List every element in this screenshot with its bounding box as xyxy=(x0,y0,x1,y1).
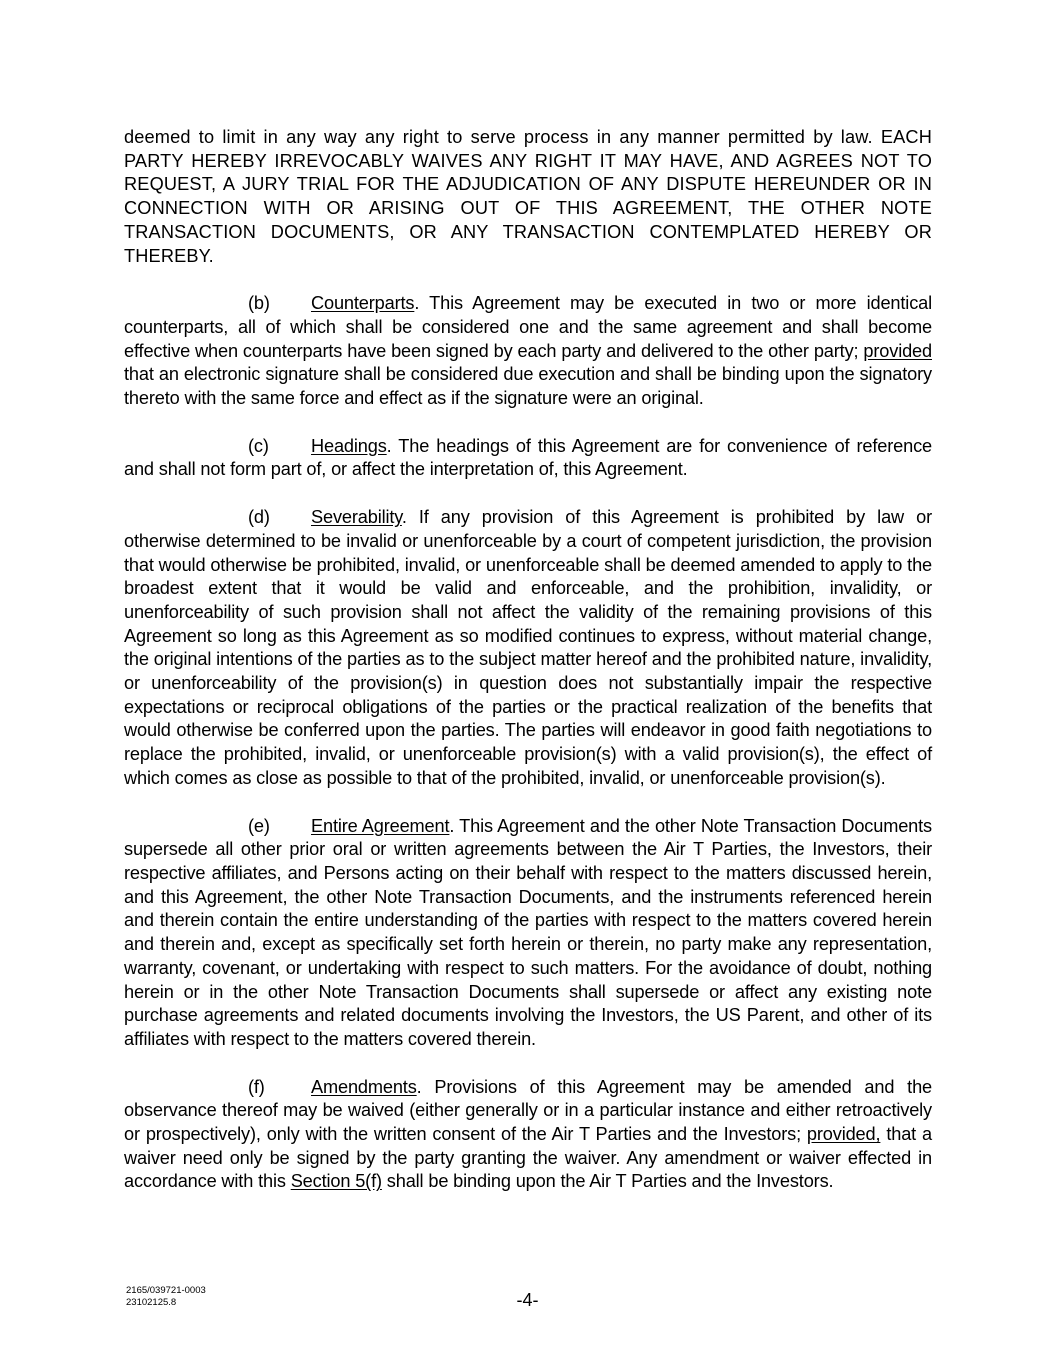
section-text: . This Agreement may be executed in two or more identical counterparts, all of which shall be considered one and the same agreement and shall become effective when counterparts have been signed by each party and delivered to the other party; xyxy=(124,293,932,361)
document-id-line-2: 23102125.8 xyxy=(126,1297,177,1308)
paragraph-intro: deemed to limit in any way any right to serve process in any manner permitted by law. EACH PARTY HEREBY IRREVOCABLY WAIVES ANY RIGHT IT MAY HAVE, AND AGREES NOT TO REQUEST, A JURY TRIAL FOR THE ADJUDICATION OF ANY DISPUTE HEREUNDER OR IN CONNECTION WITH OR ARISING OUT OF THIS AGREEMENT, THE OTHER NOTE TRANSACTION DOCUMENTS, OR ANY TRANSACTION CONTEMPLATED HEREBY OR THEREBY. xyxy=(124,127,932,266)
paragraph-entire-agreement xyxy=(124,815,932,1052)
section-reference-link: Section 5(f) xyxy=(290,1171,382,1192)
document-page xyxy=(124,126,932,1218)
section-text: that an electronic signature shall be considered due execution and shall be binding upon the signatory thereto with the same force and effect as if the signature were an original. xyxy=(124,364,932,409)
provided-term: provided, xyxy=(806,1124,881,1145)
section-text: shall be binding upon the Air T Parties and the Investors. xyxy=(381,1171,834,1192)
paragraph-headings xyxy=(124,435,932,482)
section-text: . If any provision of this Agreement is prohibited by law or otherwise determined to be invalid or unenforceable by a court of competent jurisdiction, the provision that would otherwise be prohibited, invalid, or unenforceable shall be deemed amended to apply to the broadest extent that it would be valid and enforceable, and the prohibition, invalidity, or unenforceability of such provision shall not affect the validity of the remaining provisions of this Agreement so long as this Agreement as so modified continues to express, without material change, the original intentions of the parties as to the subject matter hereof and the prohibited nature, invalidity, or unenforceability of the provision(s) in question does not substantially impair the respective expectations or reciprocal obligations of the parties or the practical realization of the benefits that would otherwise be conferred upon the parties. The parties will endeavor in good faith negotiations to replace the prohibited, invalid, or unenforceable provision(s) with a valid provision(s), the effect of which comes as close as possible to that of the prohibited, invalid, or unenforceable provision(s). xyxy=(124,507,932,788)
document-id-line-1: 2165/039721-0003 xyxy=(126,1285,206,1296)
section-heading-amendments: Amendments xyxy=(311,1076,417,1097)
section-number: (d) xyxy=(248,507,270,528)
section-text: that a waiver need only be signed by the party granting the waiver. Any amendment or waiver effected in accordance with this xyxy=(124,1124,932,1192)
section-heading-counterparts: Counterparts xyxy=(311,293,415,314)
section-text: . The headings of this Agreement are for convenience of reference and shall not form part of, or affect the interpretation of, this Agreement. xyxy=(124,435,932,480)
section-number: (b) xyxy=(248,293,270,314)
section-number: (f) xyxy=(248,1076,265,1097)
paragraph-counterparts xyxy=(124,292,932,411)
section-text: . Provisions of this Agreement may be amended and the observance thereof may be waived (either generally or in a particular instance and either retroactively or prospectively), only with the written consent of the Air T Parties and the Investors; xyxy=(124,1076,932,1145)
page-number: -4- xyxy=(516,1290,539,1310)
paragraph-severability xyxy=(124,506,932,790)
section-number: (c) xyxy=(248,435,269,456)
section-text: . This Agreement and the other Note Transaction Documents supersede all other prior oral or written agreements between the Air T Parties, the Investors, their respective affiliates, and Persons acting on their behalf with respect to the matters discussed herein, and this Agreement, the other Note Transaction Documents, and the instruments referenced herein and therein contain the entire understanding of the parties with respect to the matters covered herein and therein and, except as specifically set forth herein or therein, no party make any representation, warranty, covenant, or undertaking with respect to such matters. For the avoidance of doubt, nothing herein or in the other Note Transaction Documents shall supersede or affect any existing note purchase agreements and related documents involving the Investors, the US Parent, and other of its affiliates with respect to the matters covered therein. xyxy=(124,815,932,1049)
section-number: (e) xyxy=(248,815,270,836)
section-heading-headings: Headings xyxy=(311,435,387,456)
provided-term: provided xyxy=(863,340,932,361)
section-heading-severability: Severability xyxy=(311,507,402,528)
paragraph-amendments xyxy=(124,1076,932,1195)
section-heading-entire-agreement: Entire Agreement xyxy=(311,815,450,836)
